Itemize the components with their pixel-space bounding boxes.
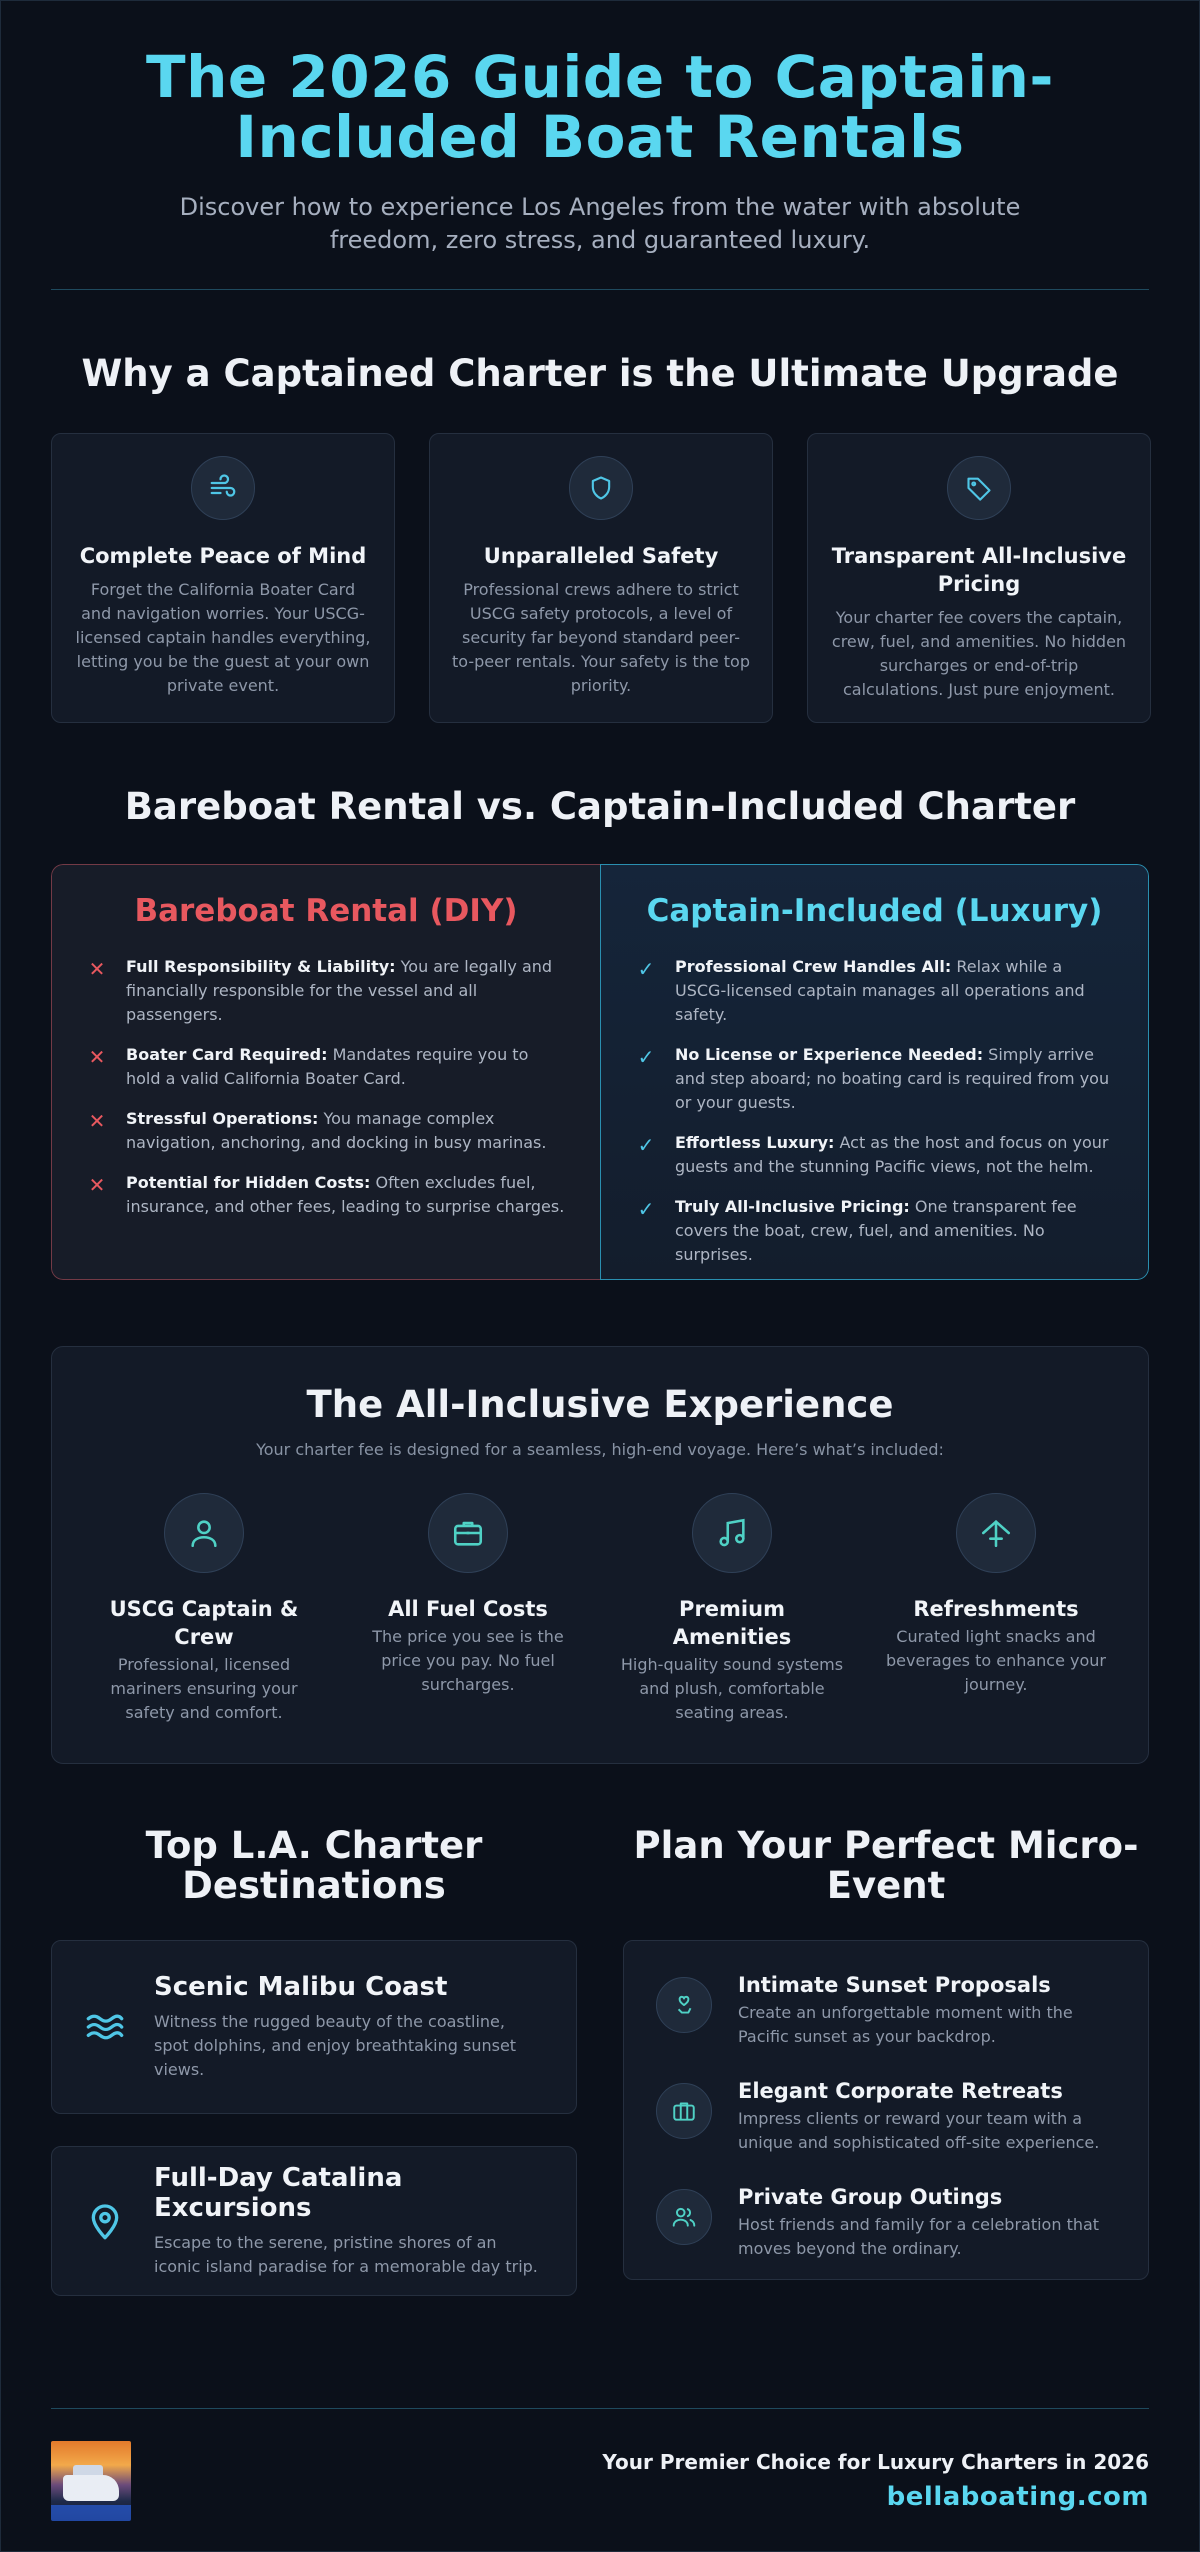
item-text: Relax while a USCG-licensed captain manages all operations and safety. [675,957,1085,1024]
hero-subtitle: Discover how to experience Los Angeles from the water with absolute freedom, zero stress, and guaranteed luxury. [179,193,1021,254]
item-bold: Effortless Luxury: [675,1133,835,1152]
event-title: Private Group Outings [738,2185,1003,2209]
destination-title: Full-Day Catalina Excursions [154,2163,403,2223]
destinations-column [51,1826,577,2296]
x-icon: ✕ [88,957,106,981]
item-bold: Full Responsibility & Liability: [126,957,396,976]
water-glow [51,2505,131,2521]
footer-tagline: Your Premier Choice for Luxury Charters in 2026 [602,2450,1149,2474]
item-bold: Potential for Hidden Costs: [126,1173,371,1192]
wind-icon [191,456,255,520]
event-item [656,1973,1118,2049]
bareboat-heading: Bareboat Rental (DIY) [134,893,518,929]
why-card [51,433,395,723]
x-icon: ✕ [88,1173,106,1197]
list-item [635,955,1114,1027]
list-item [86,1107,566,1155]
item-text: You are legally and financially responsible for the vessel and all passengers. [126,957,553,1024]
experience-item [600,1493,864,1725]
why-title: Why a Captained Charter is the Ultimate Upgrade [81,352,1119,395]
divider [51,289,1149,290]
item-bold: No License or Experience Needed: [675,1045,984,1064]
events-column [623,1826,1149,2296]
event-text: Impress clients or reward your team with a unique and sophisticated off-site experience. [738,2109,1100,2152]
why-card-text: Your charter fee covers the captain, crew, fuel, and amenities. No hidden surcharges or end-of-trip calculations. Just pure enjoyment. [831,608,1127,699]
heart-hand-icon [656,1977,712,2033]
experience-grid [72,1493,1128,1725]
experience-item-text: Professional, licensed mariners ensuring your safety and comfort. [110,1655,298,1722]
list-item [635,1131,1114,1179]
why-card-title: Transparent All-Inclusive Pricing [831,544,1127,596]
map-pin-icon [84,2201,126,2241]
footer [51,2441,1149,2521]
destination-text: Witness the rugged beauty of the coastline, spot dolphins, and enjoy breathtaking sunset views. [154,2012,517,2079]
experience-item [336,1493,600,1725]
why-cards [51,433,1149,723]
item-text: Act as the host and focus on your guests and the stunning Pacific views, not the helm. [675,1133,1109,1176]
user-icon [164,1493,244,1573]
music-icon [692,1493,772,1573]
page-title [51,43,1149,171]
experience-item-title: USCG Captain & Crew [109,1597,299,1649]
tag-icon [947,456,1011,520]
experience-section [51,1346,1149,1764]
experience-item-text: High-quality sound systems and plush, comfortable seating areas. [620,1655,844,1722]
experience-item-text: Curated light snacks and beverages to enhance your journey. [885,1627,1107,1694]
users-icon [656,2189,712,2245]
item-text: Often excludes fuel, insurance, and other fees, leading to surprise charges. [126,1173,565,1216]
event-text: Create an unforgettable moment with the Pacific sunset as your backdrop. [738,2003,1073,2046]
check-icon: ✓ [637,1045,655,1069]
boat-hull [63,2475,119,2501]
experience-item-title: Refreshments [913,1597,1079,1621]
why-card [807,433,1151,723]
events-card [623,1940,1149,2280]
comparison-title: Bareboat Rental vs. Captain-Included Charter [124,785,1076,828]
event-item [656,2185,1118,2261]
two-column-section [51,1826,1149,2296]
captain-list [635,955,1114,1267]
destination-card [51,2146,577,2296]
item-text: Simply arrive and step aboard; no boating card is required from you or your guests. [675,1045,1110,1112]
list-item [635,1195,1114,1267]
why-card-text: Professional crews adhere to strict USCG safety protocols, a level of security far beyond standard peer-to-peer rentals. Your safety is the top priority. [452,580,750,695]
title-line-1: The 2026 Guide to Captain- [146,43,1054,111]
briefcase-icon [656,2083,712,2139]
why-card [429,433,773,723]
waves-icon [84,2007,126,2047]
item-text: One transparent fee covers the boat, crew, fuel, and amenities. No surprises. [675,1197,1077,1264]
boat-thumbnail [51,2441,131,2521]
list-item [635,1043,1114,1115]
experience-subtitle: Your charter fee is designed for a seamless, high-end voyage. Here’s what’s included: [256,1440,944,1459]
footer-divider [51,2408,1149,2409]
title-line-2: Included Boat Rentals [235,103,965,171]
destination-text: Escape to the serene, pristine shores of an iconic island paradise for a memorable day trip. [154,2233,538,2276]
list-item [86,955,566,1027]
item-bold: Boater Card Required: [126,1045,328,1064]
destination-title: Scenic Malibu Coast [154,1972,448,2002]
event-title: Intimate Sunset Proposals [738,1973,1051,1997]
x-icon: ✕ [88,1109,106,1133]
why-section [51,352,1149,723]
comparison-section [51,785,1149,1280]
list-item [86,1043,566,1091]
briefcase-icon [428,1493,508,1573]
experience-item-text: The price you see is the price you pay. No fuel surcharges. [372,1627,564,1694]
experience-item-title: All Fuel Costs [388,1597,548,1621]
hero [51,1,1149,290]
footer-text [602,2450,1149,2512]
event-item [656,2079,1118,2155]
shield-icon [569,456,633,520]
item-bold: Truly All-Inclusive Pricing: [675,1197,910,1216]
why-card-title: Complete Peace of Mind [79,544,367,568]
events-title: Plan Your Perfect Micro-Event [633,1824,1139,1907]
comparison-table [51,864,1149,1280]
experience-title: The All-Inclusive Experience [306,1383,894,1426]
captain-heading: Captain-Included (Luxury) [646,893,1103,929]
experience-item [72,1493,336,1725]
list-item [86,1171,566,1219]
event-title: Elegant Corporate Retreats [738,2079,1063,2103]
bareboat-list [86,955,566,1219]
x-icon: ✕ [88,1045,106,1069]
destinations-title: Top L.A. Charter Destinations [145,1824,483,1907]
item-bold: Stressful Operations: [126,1109,319,1128]
why-card-text: Forget the California Boater Card and navigation worries. Your USCG-licensed captain handles everything, letting you be the guest at your own private event. [75,580,371,695]
item-text: Mandates require you to hold a valid California Boater Card. [126,1045,529,1088]
captain-column [600,864,1149,1280]
website-link[interactable]: bellaboating.com [886,2482,1149,2512]
bareboat-column [51,864,600,1280]
experience-item-title: Premium Amenities [672,1597,792,1649]
experience-item [864,1493,1128,1725]
check-icon: ✓ [637,1133,655,1157]
item-text: You manage complex navigation, anchoring, and docking in busy marinas. [126,1109,547,1152]
check-icon: ✓ [637,957,655,981]
umbrella-icon [956,1493,1036,1573]
item-bold: Professional Crew Handles All: [675,957,952,976]
why-card-title: Unparalleled Safety [483,544,719,568]
event-text: Host friends and family for a celebration that moves beyond the ordinary. [738,2215,1100,2258]
destination-card [51,1940,577,2114]
check-icon: ✓ [637,1197,655,1221]
